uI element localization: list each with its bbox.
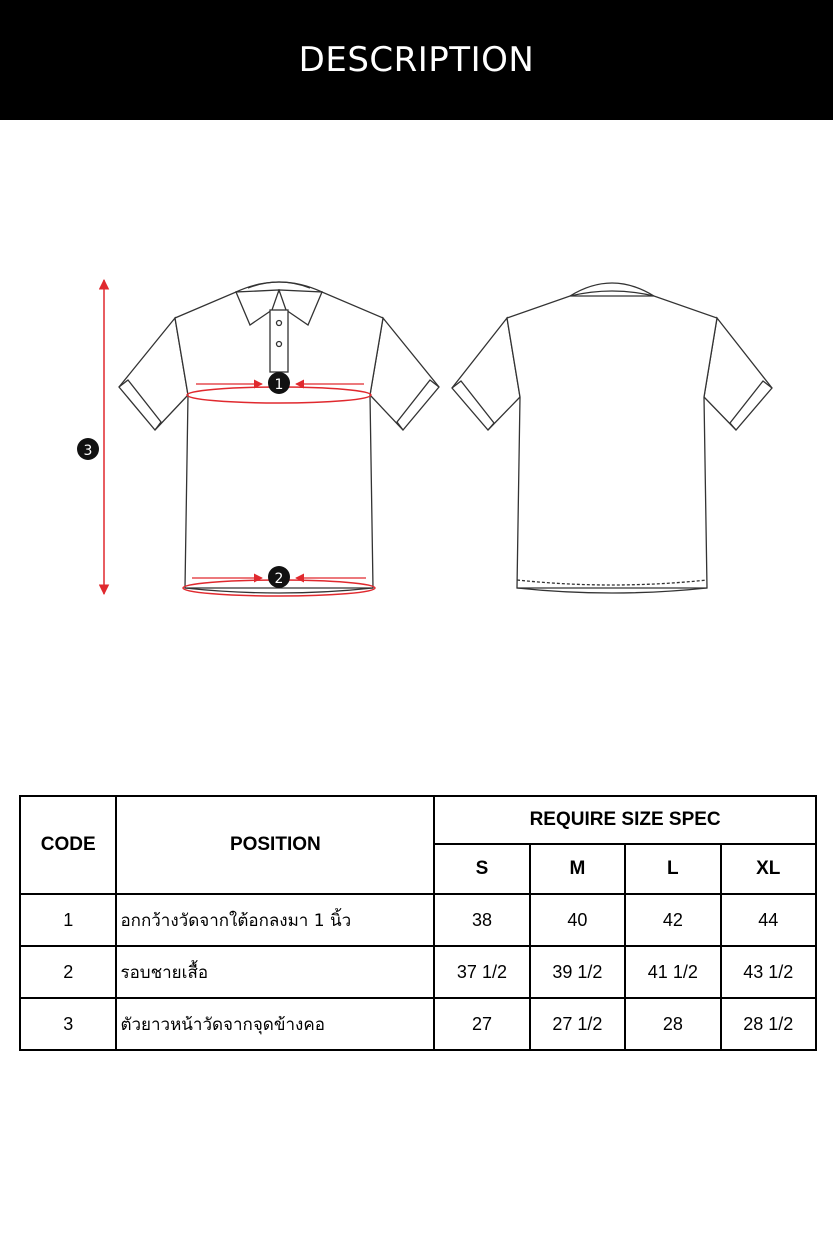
row-value-l: 42	[625, 894, 720, 946]
size-l-header: L	[625, 844, 720, 894]
row-code: 1	[20, 894, 116, 946]
table-row	[20, 894, 816, 946]
button-2	[277, 342, 282, 347]
marker-3	[77, 438, 99, 460]
code-header: CODE	[20, 796, 116, 894]
table-row	[20, 946, 816, 998]
size-m-header: M	[530, 844, 625, 894]
row-value-xl: 28 1/2	[721, 998, 816, 1050]
row-value-m: 27 1/2	[530, 998, 625, 1050]
row-position: อกกว้างวัดจากใต้อกลงมา 1 นิ้ว	[116, 894, 434, 946]
marker-2-label: 2	[274, 571, 284, 587]
size-s-header: S	[434, 844, 529, 894]
row-position: ตัวยาวหน้าวัดจากจุดข้างคอ	[116, 998, 434, 1050]
front-shirt	[119, 282, 439, 593]
size-spec-table	[19, 795, 817, 1051]
row-value-xl: 44	[721, 894, 816, 946]
row-value-m: 40	[530, 894, 625, 946]
back-collar	[570, 283, 654, 296]
row-code: 3	[20, 998, 116, 1050]
shirt-measurement-diagram	[0, 240, 833, 640]
description-header	[0, 0, 833, 120]
row-value-s: 27	[434, 998, 529, 1050]
row-code: 2	[20, 946, 116, 998]
marker-2	[268, 566, 290, 588]
row-value-l: 41 1/2	[625, 946, 720, 998]
marker-1-label: 1	[274, 377, 284, 393]
row-value-xl: 43 1/2	[721, 946, 816, 998]
row-value-s: 37 1/2	[434, 946, 529, 998]
back-shirt	[452, 283, 772, 593]
marker-3-label: 3	[83, 443, 93, 459]
button-1	[277, 321, 282, 326]
position-header: POSITION	[116, 796, 434, 894]
marker-1	[268, 372, 290, 394]
header-title: DESCRIPTION	[298, 40, 535, 80]
row-value-l: 28	[625, 998, 720, 1050]
size-group-header: REQUIRE SIZE SPEC	[434, 796, 816, 844]
table-row	[20, 998, 816, 1050]
back-body	[507, 296, 717, 588]
row-position: รอบชายเสื้อ	[116, 946, 434, 998]
row-value-m: 39 1/2	[530, 946, 625, 998]
row-value-s: 38	[434, 894, 529, 946]
size-xl-header: XL	[721, 844, 816, 894]
